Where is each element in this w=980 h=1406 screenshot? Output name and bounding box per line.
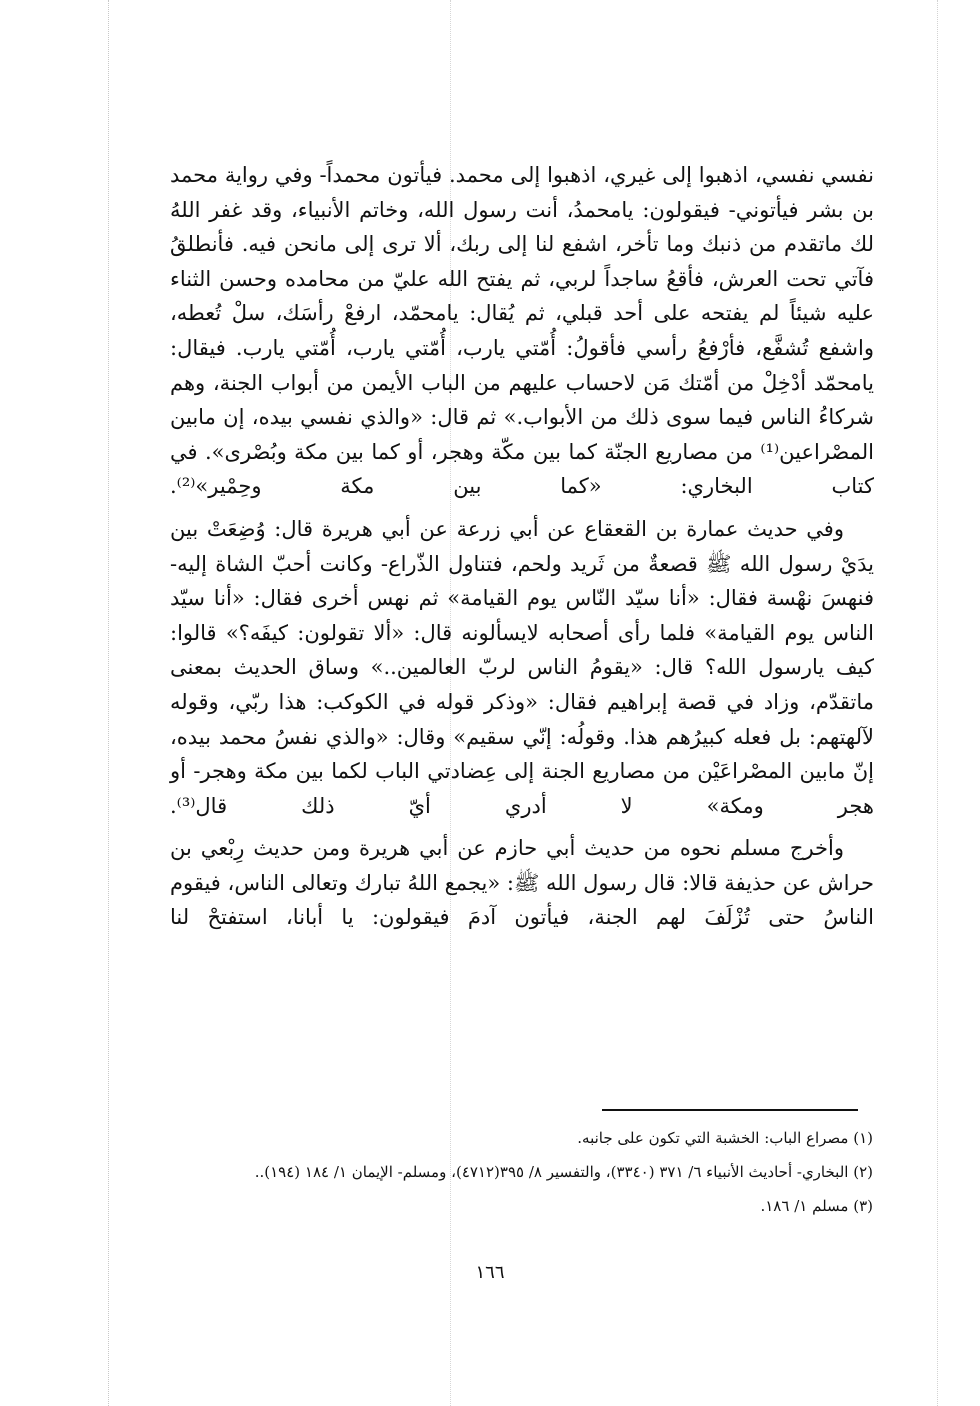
footnote-3: (٣) مسلم ١/ ١٨٦.	[760, 1197, 873, 1215]
scan-guide-line	[108, 0, 109, 1406]
paragraph-2: وفي حديث عمارة بن القعقاع عن أبي زرعة عن أبي هريرة قال: وُضِعَتْ بين يدَيْ رسول الله ﷺ قصعةٌ من ثَريد ولحم، فتناول الذّراع- وكانت أحبّ الشاة إليه- فنهسَ نهْسة فقال: «أنا سيّد النّاس يوم القيامة» ثم نهس أخرى فقال: «أنا سيّد الناس يوم القيامة» فلما رأى أصحابه لايسألونه قال: «ألا تقولون: كيفَه؟» قالوا: كيف يارسول الله؟ قال: «يقومُ الناس لربّ العالمين..» وساق الحديث بمعنى ماتقدّم، وزاد في قصة إبراهيم فقال: «وذكر قوله في الكوكب: هذا ربّي، وقوله لآلهتهم: بل فعله كبيرُهم هذا. وقولُه: إنّي سقيم» وقال: «والذي نفسُ محمد بيده، إنّ مابين المصْراعَيْن من مصاريع الجنة إلى عِضادتي الباب لكما بين مكة وهجر- أو هجر ومكة» لا أدري أيّ ذلك قال⁽³⁾.	[170, 516, 875, 818]
scan-guide-line	[937, 0, 938, 1406]
paragraph-3: وأخرج مسلم نحوه من حديث أبي حازم عن أبي هريرة ومن حديث رِبْعي بن حراش عن حذيفة قالا: قال رسول الله ﷺ: «يجمع اللهُ تبارك وتعالى الناس، فيقوم الناسُ حتى تُزْلَفَ لهم الجنة، فيأتون آدمَ فيقولون: يا أبانا، استفتحْ لنا	[170, 836, 874, 930]
footnotes	[175, 1124, 873, 1226]
footnote-2: (٢) البخاري- أحاديث الأنبياء ٦/ ٣٧١ (٣٣٤٠)، والتفسير ٨/ ٣٩٥(٤٧١٢)، ومسلم- الإيمان ١/ ١٨٤ (١٩٤)..	[254, 1163, 873, 1181]
paragraph-1: نفسي نفسي، اذهبوا إلى غيري، اذهبوا إلى محمد. فيأتون محمداً- وفي رواية محمد بن بشر فيأتوني- فيقولون: يامحمدُ، أنت رسول الله، وخاتم الأنبياء، وقد غفر اللهُ لك ماتقدم من ذنبك وما تأخر، اشفع لنا إلى ربك، ألا ترى إلى مانحن فيه. فأنطلقُ فآتي تحت العرش، فأقعُ ساجداً لربي، ثم يفتح الله عليّ من محامده وحسن الثناء عليه شيئاً لم يفتحه على أحد قبلي، ثم يُقال: يامحمّد، ارفعْ رأسَك، سلْ تُعطه، واشفع تُشفَّع، فأرْفعُ رأسي فأقولُ: أُمّتي يارب، أُمّتي يارب، أُمّتي يارب. فيقال: يامحمّد أدْخِلْ من أمّتك مَن لاحساب عليهم من الباب الأيمن من أبواب الجنة، وهم شركاءُ الناس فيما سوى ذلك من الأبواب.» ثم قال: «والذي نفسي بيده، إن مابين المصْراعين⁽¹⁾ من مصاريع الجنّة كما بين مكّة وهجر، أو كما بين مكة وبُصْرى». في كتاب البخاري: «كما بين مكة وحِمْير»⁽²⁾.	[170, 163, 875, 499]
page-number: ١٦٦	[475, 1262, 505, 1283]
footnote-1: (١) مصراع الباب: الخشبة التي تكون على جانبه.	[577, 1129, 873, 1147]
main-text	[170, 158, 874, 935]
footnote-separator	[602, 1109, 858, 1111]
